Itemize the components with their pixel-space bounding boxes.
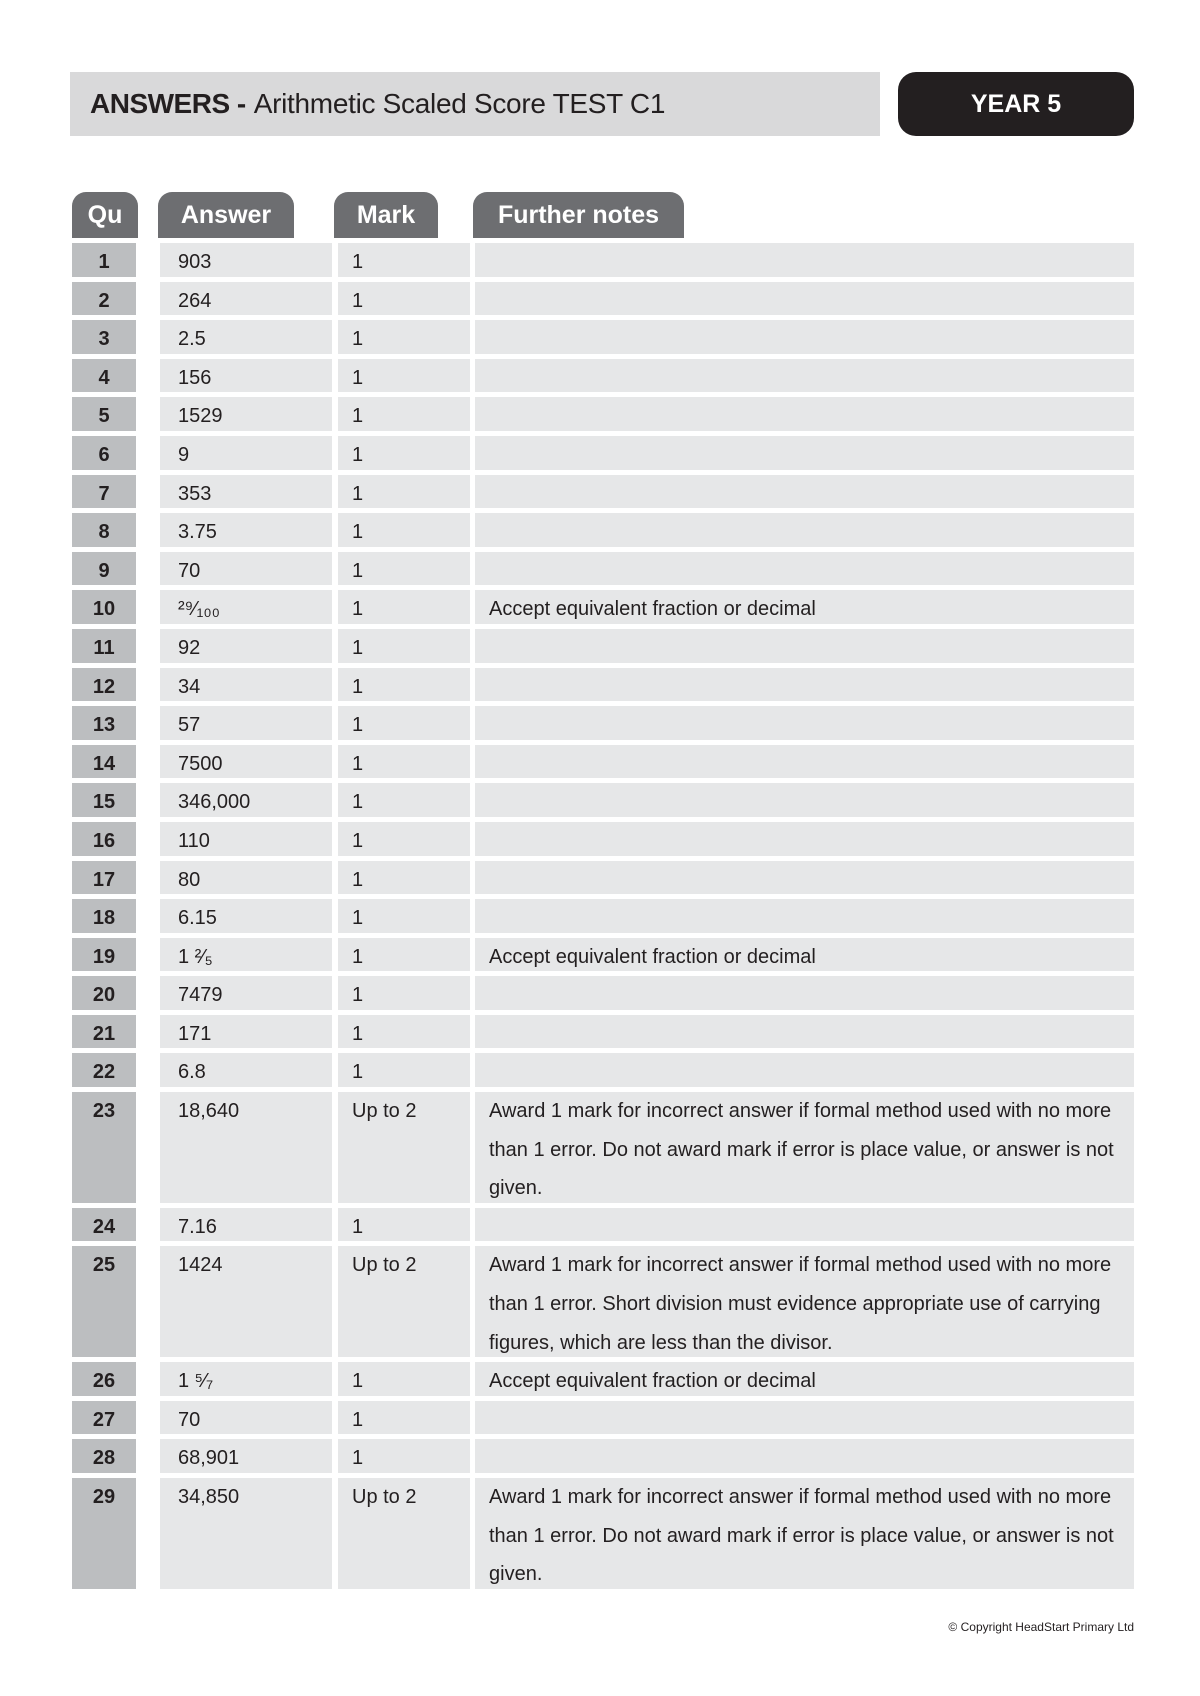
answer-cell: 903 bbox=[160, 243, 332, 277]
notes-cell bbox=[475, 1053, 1134, 1087]
mark-cell: 1 bbox=[338, 320, 470, 354]
mark-cell: Up to 2 bbox=[338, 1478, 470, 1589]
answer-cell: 34 bbox=[160, 668, 332, 702]
table-row bbox=[72, 822, 1134, 861]
mark-cell: Up to 2 bbox=[338, 1246, 470, 1357]
table-row bbox=[72, 243, 1134, 282]
question-number: 26 bbox=[72, 1362, 136, 1396]
notes-cell bbox=[475, 282, 1134, 316]
year-badge: YEAR 5 bbox=[898, 72, 1134, 136]
question-number: 24 bbox=[72, 1208, 136, 1242]
column-header-qu: Qu bbox=[72, 192, 138, 238]
question-number: 22 bbox=[72, 1053, 136, 1087]
column-header-answer: Answer bbox=[158, 192, 294, 238]
table-row bbox=[72, 475, 1134, 514]
table-row bbox=[72, 590, 1134, 629]
table-row bbox=[72, 1015, 1134, 1054]
question-number: 3 bbox=[72, 320, 136, 354]
notes-cell bbox=[475, 861, 1134, 895]
table-row bbox=[72, 436, 1134, 475]
mark-cell: 1 bbox=[338, 397, 470, 431]
mark-cell: 1 bbox=[338, 436, 470, 470]
table-row bbox=[72, 938, 1134, 977]
notes-cell bbox=[475, 668, 1134, 702]
mark-cell: 1 bbox=[338, 475, 470, 509]
notes-cell bbox=[475, 320, 1134, 354]
notes-cell bbox=[475, 1439, 1134, 1473]
answer-cell: 57 bbox=[160, 706, 332, 740]
question-number: 9 bbox=[72, 552, 136, 586]
answer-cell: 171 bbox=[160, 1015, 332, 1049]
mark-cell: 1 bbox=[338, 745, 470, 779]
notes-cell: Accept equivalent fraction or decimal bbox=[475, 590, 1134, 624]
notes-cell bbox=[475, 513, 1134, 547]
answer-cell: 70 bbox=[160, 552, 332, 586]
table-row bbox=[72, 1362, 1134, 1401]
question-number: 15 bbox=[72, 783, 136, 817]
mark-cell: 1 bbox=[338, 1015, 470, 1049]
notes-cell: Accept equivalent fraction or decimal bbox=[475, 938, 1134, 972]
answer-cell: 110 bbox=[160, 822, 332, 856]
answer-cell: 7500 bbox=[160, 745, 332, 779]
notes-cell: Accept equivalent fraction or decimal bbox=[475, 1362, 1134, 1396]
question-number: 8 bbox=[72, 513, 136, 547]
mark-cell: 1 bbox=[338, 1208, 470, 1242]
notes-cell bbox=[475, 629, 1134, 663]
table-row bbox=[72, 513, 1134, 552]
table-row bbox=[72, 1053, 1134, 1092]
question-number: 19 bbox=[72, 938, 136, 972]
answer-cell: 34,850 bbox=[160, 1478, 332, 1589]
question-number: 13 bbox=[72, 706, 136, 740]
mark-cell: 1 bbox=[338, 976, 470, 1010]
mark-cell: 1 bbox=[338, 282, 470, 316]
question-number: 14 bbox=[72, 745, 136, 779]
question-number: 4 bbox=[72, 359, 136, 393]
notes-cell bbox=[475, 783, 1134, 817]
answer-cell: 7479 bbox=[160, 976, 332, 1010]
question-number: 16 bbox=[72, 822, 136, 856]
answer-cell: 7.16 bbox=[160, 1208, 332, 1242]
table-row bbox=[72, 397, 1134, 436]
answer-cell: 18,640 bbox=[160, 1092, 332, 1203]
mark-cell: 1 bbox=[338, 899, 470, 933]
question-number: 11 bbox=[72, 629, 136, 663]
mark-cell: 1 bbox=[338, 1439, 470, 1473]
question-number: 12 bbox=[72, 668, 136, 702]
mark-cell: 1 bbox=[338, 706, 470, 740]
question-number: 18 bbox=[72, 899, 136, 933]
notes-cell bbox=[475, 1401, 1134, 1435]
table-row bbox=[72, 1246, 1134, 1362]
answer-cell: ²⁹⁄₁₀₀ bbox=[160, 590, 332, 624]
answer-cell: 68,901 bbox=[160, 1439, 332, 1473]
answer-cell: 156 bbox=[160, 359, 332, 393]
notes-cell bbox=[475, 436, 1134, 470]
answer-cell: 70 bbox=[160, 1401, 332, 1435]
question-number: 6 bbox=[72, 436, 136, 470]
page-title-prefix: ANSWERS - bbox=[90, 88, 246, 119]
answer-cell: 264 bbox=[160, 282, 332, 316]
notes-cell bbox=[475, 976, 1134, 1010]
notes-cell bbox=[475, 1208, 1134, 1242]
answer-cell: 1 ⁵⁄₇ bbox=[160, 1362, 332, 1396]
question-number: 28 bbox=[72, 1439, 136, 1473]
mark-cell: 1 bbox=[338, 668, 470, 702]
notes-cell bbox=[475, 899, 1134, 933]
answer-cell: 353 bbox=[160, 475, 332, 509]
mark-cell: 1 bbox=[338, 243, 470, 277]
mark-cell: 1 bbox=[338, 861, 470, 895]
mark-cell: 1 bbox=[338, 1401, 470, 1435]
question-number: 29 bbox=[72, 1478, 136, 1589]
table-row bbox=[72, 706, 1134, 745]
table-row bbox=[72, 668, 1134, 707]
table-row bbox=[72, 1092, 1134, 1208]
column-header-further-notes: Further notes bbox=[473, 192, 684, 238]
answers-table bbox=[72, 243, 1134, 1594]
question-number: 1 bbox=[72, 243, 136, 277]
notes-cell bbox=[475, 745, 1134, 779]
notes-cell bbox=[475, 243, 1134, 277]
table-row bbox=[72, 976, 1134, 1015]
question-number: 10 bbox=[72, 590, 136, 624]
table-row bbox=[72, 359, 1134, 398]
page-title-bar bbox=[70, 72, 880, 136]
mark-cell: 1 bbox=[338, 552, 470, 586]
table-row bbox=[72, 745, 1134, 784]
table-row bbox=[72, 320, 1134, 359]
question-number: 20 bbox=[72, 976, 136, 1010]
question-number: 23 bbox=[72, 1092, 136, 1203]
mark-cell: Up to 2 bbox=[338, 1092, 470, 1203]
notes-cell bbox=[475, 475, 1134, 509]
mark-cell: 1 bbox=[338, 1362, 470, 1396]
answer-cell: 1424 bbox=[160, 1246, 332, 1357]
notes-cell bbox=[475, 1015, 1134, 1049]
answer-cell: 346,000 bbox=[160, 783, 332, 817]
question-number: 21 bbox=[72, 1015, 136, 1049]
table-row bbox=[72, 899, 1134, 938]
copyright-notice: © Copyright HeadStart Primary Ltd bbox=[948, 1620, 1134, 1634]
table-row bbox=[72, 1478, 1134, 1594]
notes-cell: Award 1 mark for incorrect answer if formal method used with no more than 1 error. Do not award mark if error is place value, or answer is not given. bbox=[475, 1478, 1134, 1589]
answer-cell: 6.15 bbox=[160, 899, 332, 933]
table-row bbox=[72, 629, 1134, 668]
column-header-mark: Mark bbox=[334, 192, 438, 238]
notes-cell bbox=[475, 822, 1134, 856]
mark-cell: 1 bbox=[338, 783, 470, 817]
mark-cell: 1 bbox=[338, 1053, 470, 1087]
question-number: 17 bbox=[72, 861, 136, 895]
mark-cell: 1 bbox=[338, 938, 470, 972]
mark-cell: 1 bbox=[338, 590, 470, 624]
notes-cell: Award 1 mark for incorrect answer if formal method used with no more than 1 error. Short division must evidence appropriate use of carrying figures, which are less than the divisor. bbox=[475, 1246, 1134, 1357]
table-row bbox=[72, 282, 1134, 321]
answer-cell: 9 bbox=[160, 436, 332, 470]
answer-cell: 1 ²⁄₅ bbox=[160, 938, 332, 972]
notes-cell bbox=[475, 706, 1134, 740]
question-number: 7 bbox=[72, 475, 136, 509]
question-number: 27 bbox=[72, 1401, 136, 1435]
notes-cell: Award 1 mark for incorrect answer if formal method used with no more than 1 error. Do not award mark if error is place value, or answer is not given. bbox=[475, 1092, 1134, 1203]
notes-cell bbox=[475, 397, 1134, 431]
table-row bbox=[72, 552, 1134, 591]
table-row bbox=[72, 1439, 1134, 1478]
mark-cell: 1 bbox=[338, 513, 470, 547]
answer-cell: 1529 bbox=[160, 397, 332, 431]
answer-cell: 3.75 bbox=[160, 513, 332, 547]
mark-cell: 1 bbox=[338, 629, 470, 663]
notes-cell bbox=[475, 552, 1134, 586]
answer-cell: 6.8 bbox=[160, 1053, 332, 1087]
answer-cell: 2.5 bbox=[160, 320, 332, 354]
answer-cell: 80 bbox=[160, 861, 332, 895]
table-row bbox=[72, 1208, 1134, 1247]
mark-cell: 1 bbox=[338, 822, 470, 856]
table-row bbox=[72, 783, 1134, 822]
mark-cell: 1 bbox=[338, 359, 470, 393]
question-number: 25 bbox=[72, 1246, 136, 1357]
notes-cell bbox=[475, 359, 1134, 393]
table-row bbox=[72, 861, 1134, 900]
table-row bbox=[72, 1401, 1134, 1440]
question-number: 2 bbox=[72, 282, 136, 316]
page-title: Arithmetic Scaled Score TEST C1 bbox=[253, 88, 666, 119]
answer-cell: 92 bbox=[160, 629, 332, 663]
question-number: 5 bbox=[72, 397, 136, 431]
